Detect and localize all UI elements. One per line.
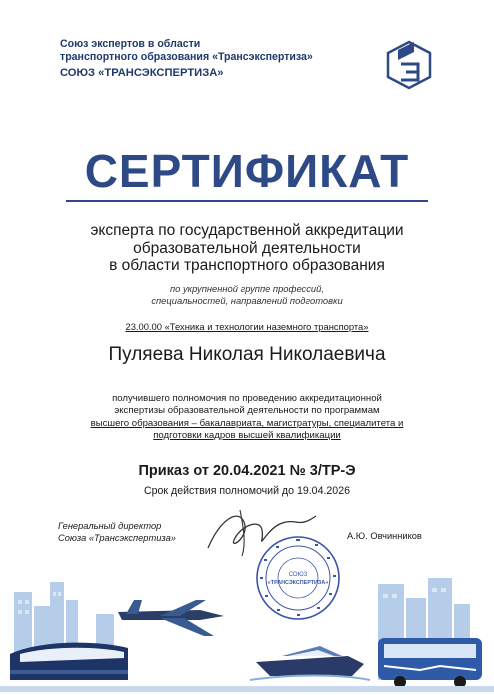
specialty-code: 23.00.00 «Техника и технологии наземного транспорта» [125, 321, 369, 332]
powers-description [0, 393, 494, 443]
subtitle-line: в области транспортного образования [109, 257, 385, 274]
director-name: А.Ю. Овчинников [347, 531, 422, 541]
org-line-1: Союз экспертов в области [60, 38, 201, 50]
powers-line: экспертизы образовательной деятельности по программам [114, 405, 380, 417]
powers-line: подготовки кадров высшей квалификации [153, 430, 341, 442]
group-intro-line: специальностей, направлений подготовки [151, 295, 343, 306]
subtitle-line: образовательной деятельности [133, 239, 361, 257]
yacht-icon [250, 646, 370, 680]
stamp-center-line-1: СОЮЗ [288, 572, 308, 578]
group-intro-line: по укрупненной группе профессий, [170, 283, 324, 294]
org-line-3: СОЮЗ «ТРАНСЭКСПЕРТИЗА» [60, 67, 224, 79]
transport-illustration [0, 570, 494, 695]
holder-name: Пуляева Николая Николаевича [108, 344, 386, 365]
powers-line: высшего образования – бакалавриата, магистратуры, специалитета и [90, 417, 404, 429]
certificate-subtitle [0, 222, 494, 275]
director-title-line: Генеральный директор [58, 521, 162, 531]
director-title [58, 520, 176, 544]
bus-icon [378, 638, 482, 688]
validity-period: Срок действия полномочий до 19.04.2026 [144, 485, 350, 497]
certificate-title: СЕРТИФИКАТ [84, 145, 410, 197]
order-number: Приказ от 20.04.2021 № 3/ТР-Э [138, 463, 356, 479]
stamp-center-line-2: «ТРАНСЭКСПЕРТИЗА» [267, 580, 329, 586]
subtitle-line: эксперта по государственной аккредитации [90, 222, 404, 239]
airplane-icon [118, 600, 224, 636]
group-intro [0, 283, 494, 307]
title-underline [66, 200, 428, 202]
union-logo-icon [384, 40, 434, 90]
organization-header [60, 38, 313, 80]
powers-line: получившего полномочия по проведению аккредитационной [112, 393, 382, 404]
high-speed-train-icon [10, 643, 128, 680]
org-line-2: транспортного образования «Трансэкспертиза» [60, 51, 313, 63]
director-title-line: Союза «Трансэкспертиза» [58, 533, 176, 543]
